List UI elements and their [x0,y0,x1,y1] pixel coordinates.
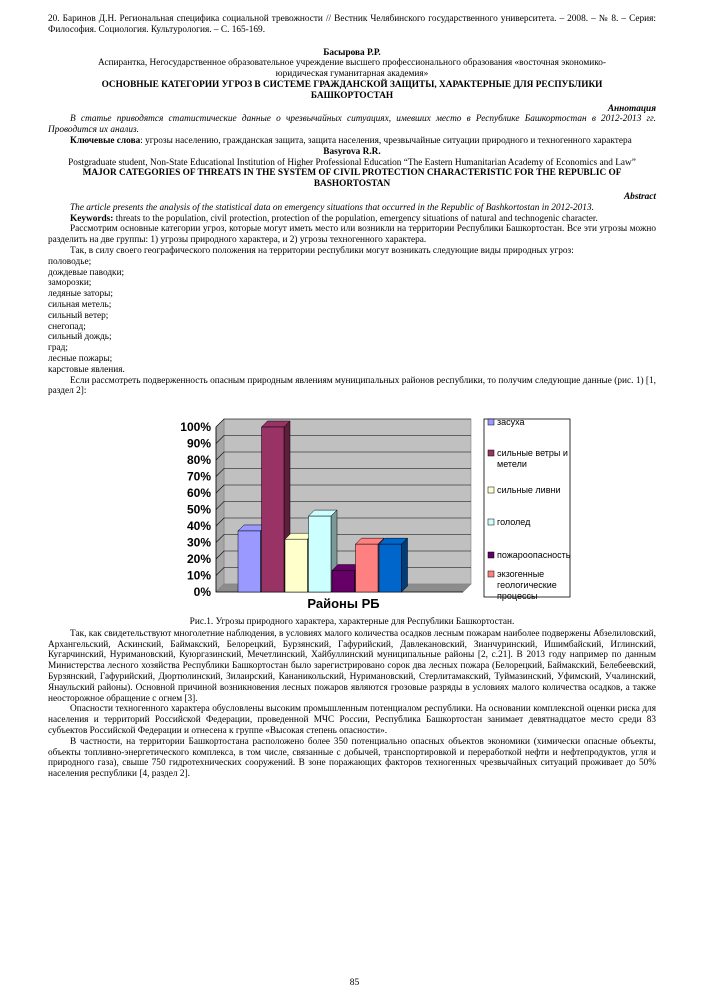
author-ru: Басырова Р.Р. [323,47,381,58]
legend-label: пожароопасность [497,550,571,561]
bar [309,516,332,592]
legend-swatch [488,552,494,558]
affiliation-en: Postgraduate student, Non-State Educational Institution of Higher Professional Education “The Eastern Humanitarian Academy of Economics and Law” [68,157,636,168]
legend-label: геологические [497,580,557,591]
legend-swatch [488,487,494,493]
page-content [48,14,656,780]
list-item: лесные пожары; [48,353,113,364]
legend-swatch [488,571,494,577]
figure-caption: Рис.1. Угрозы природного характера, характерные для Республики Башкортостан. [189,617,515,628]
paragraph-5: Опасности техногенного характера обусловлены высоким промышленным потенциалом республики. На основании комплексной оценки риска для населения и территорий Российской Федерации, проведенной МЧС России, Республика Башкортостан занимает девятнадцатое место среди 83 субъектов Российской Федерации и отнесена к группе «Высокая степень опасности». [48,704,656,737]
title-en: MAJOR CATEGORIES OF THREATS IN THE SYSTEM OF CIVIL PROTECTION CHARACTERISTIC FOR THE REPUBLIC OF BASHORTOSTAN [82,168,622,190]
list-item: сильный ветер; [48,310,109,321]
figure-1-chart [48,401,656,613]
bar [285,539,308,592]
bar-side [402,538,408,592]
legend-swatch [488,419,494,425]
paragraph-4: Так, как свидетельствуют многолетние наблюдения, в условиях малого количества осадков лесным пожарам наиболее подвержены Абзелиловский, Архангельский, Аскинский, Баймакский, Белорецкий, Бурзянский, Гафурийский, Давлекановский, Зианчуринский, Ишимбайский, Иглинский, Кугарчинский, Нуримановский, Куюргазинский, Мечетлинский, Хайбуллинский муниципальные районы [2, с.21]. В 2013 году например по данным Министерства лесного хозяйства Республики Башкортостан было зарегистрировано сорок два лесных пожара (Белорецкий, Баймакский, Белебеевский, Бурзянский, Гафурийский, Дюртюлинский, Зилаирский, Кананикольский, Нуримановский, Стерлитамакский, Туймазинский, Уфимский, Учалинский, Янаульский районы). Основной причиной возникновения лесных пожаров являются грозовые разряды в условиях малого количества осадков, а также неосторожное обращение с огнем [3]. [48,628,656,704]
legend-label: гололед [497,517,531,528]
page-number: 85 [349,978,360,988]
list-item: снегопад; [48,321,86,332]
list-item: карстовые явления. [48,364,125,375]
paragraph-3: Если рассмотреть подверженность опасным природным явлениям муниципальных районов республики, то получим следующие данные (рис. 1) [1, раздел 2]: [48,375,656,397]
hazard-list [48,257,656,376]
bar [238,531,261,592]
legend-label: метели [497,459,527,470]
title-ru: ОСНОВНЫЕ КАТЕГОРИИ УГРОЗ В СИСТЕМЕ ГРАЖДАНСКОЙ ЗАЩИТЫ, ХАРАКТЕРНЫЕ ДЛЯ РЕСПУБЛИКИ БАШКОРТОСТАН [101,79,603,101]
x-axis-label: Районы РБ [307,596,380,612]
legend-swatch [488,519,494,525]
list-item: сильный дождь; [48,332,112,343]
list-item: град; [48,343,68,354]
legend-label: сильные ветры и [497,448,568,459]
keywords-en-text: threats to the population, civil protection, protection of the population, emergency situations of natural and technogenic character. [113,213,598,224]
list-item: ледяные заторы; [48,289,113,300]
y-tick-label: 40% [186,519,211,534]
y-tick-label: 50% [186,502,211,517]
abstract-text: The article presents the analysis of the statistical data on emergency situations that occurred in the Republic of Bashkortostan in 2012-2013. [70,202,594,213]
keywords-ru [48,136,656,147]
y-tick-label: 0% [193,585,211,600]
annotation-heading: Аннотация [607,103,656,114]
affiliation-ru: Аспирантка, Негосударственное образовательное учреждение высшего профессионального образования «восточная экономико-юридическая гуманитарная академия» [97,58,607,80]
annotation-text: В статье приводятся статистические данные о чрезвычайных ситуациях, имевших место в Республике Башкортостан в 2012-2013 гг. Проводится их анализ. [48,114,656,136]
list-item: сильная метель; [48,299,112,310]
y-tick-label: 10% [186,568,211,583]
keywords-ru-text: : угрозы населению, гражданская защита, защита населения, чрезвычайные ситуации природного и техногенного характера [140,135,632,146]
list-item: заморозки; [48,278,92,289]
keywords-en-label: Keywords: [70,213,114,224]
paragraph-1: Рассмотрим основные категории угроз, которые могут иметь место или возникли на территории Республики Башкортостан. Все эти угрозы можно разделить на две группы: 1) угрозы природного характера, и 2) угрозы техногенного характера. [48,224,656,246]
bar-chart-svg [48,401,656,613]
bar [356,544,379,592]
y-tick-label: 20% [186,552,211,567]
bar [379,544,402,592]
y-tick-label: 90% [186,436,211,451]
legend-label: засуха [497,417,525,428]
legend-label: процессы [497,591,538,602]
legend-swatch [488,450,494,456]
y-tick-label: 60% [186,486,211,501]
paragraph-2: Так, в силу своего географического положения на территории республики могут возникать следующие виды природных угроз: [70,245,574,256]
y-tick-label: 80% [186,453,211,468]
author-en: Basyrova R.R. [323,146,381,157]
y-tick-label: 100% [180,420,211,435]
legend-label: экзогенные [497,569,545,580]
list-item: дождевые паводки; [48,267,125,278]
bar [332,571,355,592]
bar [262,427,285,592]
paragraph-6: В частности, на территории Башкортостана расположено более 350 потенциально опасных объектов экономики (химически опасные объекты, объекты топливно-энергетического комплекса, в том числе, связанные с добычей, транспортировкой и переработкой нефти и нефтепродуктов, угля и природного газа), свыше 750 гидротехнических сооружений. В зоне поражающих факторов техногенных чрезвычайных ситуаций проживает до 50% населения республики [4, раздел 2]. [48,736,656,780]
keywords-en [48,214,656,225]
legend-label: сильные ливни [497,485,561,496]
y-tick-label: 30% [186,535,211,550]
y-tick-label: 70% [186,469,211,484]
list-item: половодье; [48,256,92,267]
keywords-ru-label: Ключевые слова [70,135,141,146]
abstract-heading: Abstract [623,191,656,202]
reference-20: 20. Баринов Д.Н. Региональная специфика социальной тревожности // Вестник Челябинского государственного университета. – 2008. – № 8. – Серия: Философия. Социология. Культурология. – С. 165-169. [48,14,656,35]
